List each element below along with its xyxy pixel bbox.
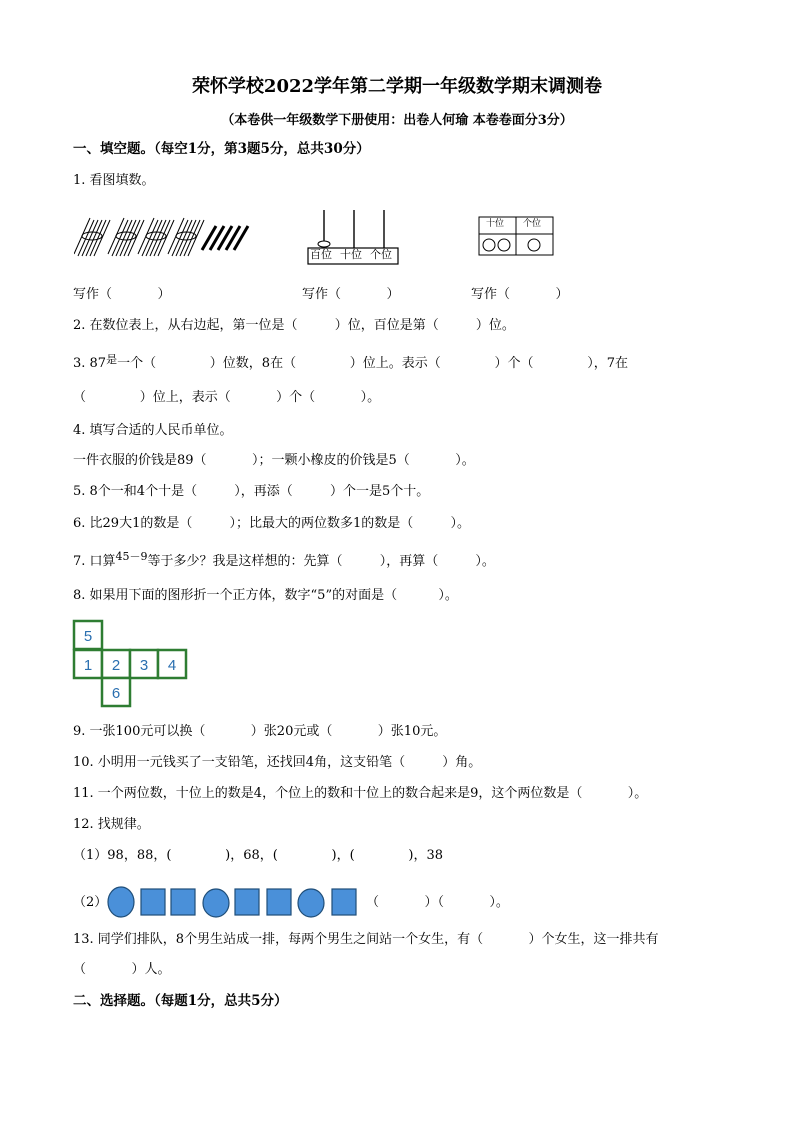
abacus-bead xyxy=(318,241,330,247)
q8-text: 8. 如果用下面的图形折一个正方体，数字“5”的对面是（ ）。 xyxy=(73,588,458,603)
q12-part1: （1）98，88，( )，68，( )，( )，38 xyxy=(73,848,444,863)
q3-prefix: 3. 87 xyxy=(73,356,107,371)
q11-text: 11. 一个两位数，十位上的数是4，个位上的数和十位上的数合起来是9，这个两位数是（ ）。 xyxy=(73,786,648,801)
square-shape xyxy=(171,889,195,915)
square-shape xyxy=(267,889,291,915)
single-sticks xyxy=(202,226,248,250)
circle-shape xyxy=(108,887,134,917)
stick-bundle xyxy=(168,218,204,256)
table-header-ones: 个位 xyxy=(523,219,542,229)
stick-bundle xyxy=(138,218,174,256)
q7-line xyxy=(73,550,495,570)
q13-line2: （ ）人。 xyxy=(73,962,171,977)
q12-part2-label: （2） xyxy=(73,895,108,910)
q2-text: 2. 在数位表上，从右边起，第一位是（ ）位，百位是第（ ）位。 xyxy=(73,318,515,333)
q7-rest: 等于多少？我是这样想的：先算（ ），再算（ ）。 xyxy=(147,554,495,569)
q12-title: 12. 找规律。 xyxy=(73,817,150,832)
place-bead xyxy=(483,239,495,251)
q12-part2-blanks: （ ）（ ）。 xyxy=(366,895,509,910)
q3-line1 xyxy=(73,353,629,372)
place-bead xyxy=(528,239,540,251)
q5-text: 5. 8个一和4个十是（ ），再添（ ）个一是5个十。 xyxy=(73,484,430,499)
abacus-label-tens: 十位 xyxy=(340,248,362,261)
abacus-label-ones: 个位 xyxy=(370,248,392,261)
net-number: 5 xyxy=(83,628,93,645)
q4-line: 一件衣服的价钱是89（ ）；一颗小橡皮的价钱是5（ ）。 xyxy=(73,453,475,468)
q3-rest: 一个（ ）位数，8在（ ）位上。表示（ ）个（ ），7在 xyxy=(117,356,629,371)
q1-text: 1. 看图填数。 xyxy=(73,173,155,188)
circle-shape xyxy=(203,889,229,917)
net-number: 2 xyxy=(111,657,121,674)
net-number: 3 xyxy=(139,657,149,674)
q6-text: 6. 比29大1的数是（ ）；比最大的两位数多1的数是（ ）。 xyxy=(73,516,471,531)
q1-answer-1: 写作（ ） xyxy=(73,287,171,302)
square-shape xyxy=(235,889,259,915)
q9-text: 9. 一张100元可以换（ ）张20元或（ ）张10元。 xyxy=(73,724,447,739)
page-title: 荣怀学校2022学年第二学期一年级数学期末调测卷 xyxy=(191,76,603,97)
stick-bundle xyxy=(108,218,144,256)
q1-answer-2: 写作（ ） xyxy=(302,287,400,302)
q13-line1: 13. 同学们排队，8个男生站成一排，每两个男生之间站一个女生，有（ ）个女生，这一排共有 xyxy=(73,932,659,947)
place-bead xyxy=(498,239,510,251)
q7-expression: 45－9 xyxy=(115,550,148,563)
table-header-tens: 十位 xyxy=(486,219,505,229)
q10-text: 10. 小明用一元钱买了一支铅笔，还找回4角，这支铅笔（ ）角。 xyxy=(73,755,482,770)
abacus-label-hundreds: 百位 xyxy=(310,248,332,261)
square-shape xyxy=(332,889,356,915)
square-shape xyxy=(141,889,165,915)
section2-heading: 二、选择题。（每题1分，总共5分） xyxy=(73,993,288,1009)
net-number: 1 xyxy=(83,657,93,674)
q3-line2: （ ）位上，表示（ ）个（ ）。 xyxy=(73,390,381,405)
circle-shape xyxy=(298,889,324,917)
page-subtitle: （本卷供一年级数学下册使用：出卷人何瑜 本卷卷面分3分） xyxy=(221,113,573,128)
q7-prefix: 7. 口算 xyxy=(73,554,116,569)
q3-small: 是 xyxy=(106,353,118,366)
shape-sequence xyxy=(106,884,362,920)
section1-heading: 一、填空题。（每空1分，第3题5分，总共30分） xyxy=(73,141,370,157)
q1-answer-3: 写作（ ） xyxy=(471,287,569,302)
net-number: 6 xyxy=(111,685,121,702)
net-number: 4 xyxy=(167,657,177,674)
stick-bundles-figure xyxy=(74,216,250,260)
cube-net-figure xyxy=(72,619,190,709)
q4-title: 4. 填写合适的人民币单位。 xyxy=(73,423,233,438)
stick-bundle xyxy=(74,218,110,256)
